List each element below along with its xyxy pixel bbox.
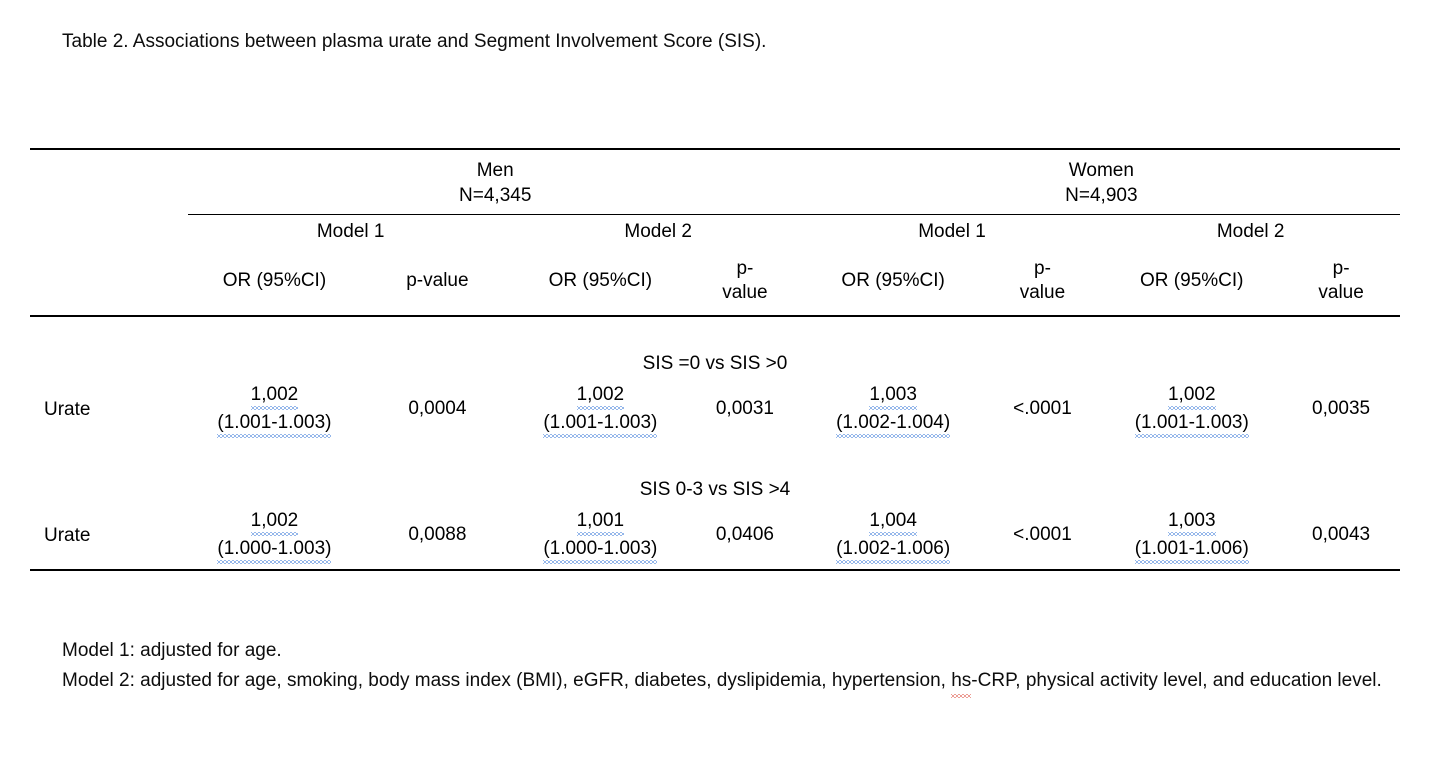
- cell-p-men-m2-s1: 0,0031: [715, 398, 774, 419]
- or-value: 1,002: [1168, 381, 1216, 409]
- model-header-men-model1: Model 1: [316, 221, 385, 242]
- col-header-p-women-m1: [984, 251, 1102, 316]
- associations-table: [30, 148, 1400, 571]
- cell-or-women-m1-s1: [803, 377, 984, 443]
- cell-p-men-m2-s2: 0,0406: [687, 503, 803, 570]
- ci-value: (1.001-1.003): [217, 409, 331, 437]
- group-n-men: N=4,345: [459, 185, 532, 206]
- model-row-corner: [30, 215, 188, 252]
- table-row: [30, 503, 1400, 570]
- table-column-header-row: [30, 251, 1400, 316]
- cell-or-women-m2-s1: [1101, 377, 1282, 443]
- col-header-p-women-m2: [1282, 251, 1400, 316]
- p-line-1: p-: [1332, 258, 1350, 279]
- ci-value: (1.002-1.006): [836, 535, 950, 563]
- or-value: 1,004: [869, 507, 917, 535]
- p-line-2: value: [722, 282, 768, 303]
- table-group-header-row: [30, 149, 1400, 215]
- or-value: 1,002: [251, 507, 299, 535]
- cell-or-men-m1-s1: [188, 377, 361, 443]
- p-line-1: p-: [1034, 258, 1051, 279]
- col-header-or-women-m2: OR (95%CI): [1101, 251, 1282, 316]
- cell-or-men-m2-s1: [514, 377, 687, 443]
- p-line-2: value: [1019, 282, 1066, 303]
- p-line-2: value: [1318, 282, 1364, 303]
- footnote-model-2: [62, 666, 1382, 697]
- row-label-urate-2: Urate: [30, 503, 188, 570]
- p-line-1: p-: [736, 258, 754, 279]
- group-label-women: Women: [1068, 160, 1134, 181]
- col-header-p-men-m2: [687, 251, 803, 316]
- model-header-women-model2: Model 2: [1216, 221, 1285, 242]
- col-header-or-men-m2: OR (95%CI): [514, 251, 687, 316]
- group-label-men: Men: [476, 160, 514, 181]
- footnote-hscrp-misspelling: hs: [951, 666, 971, 697]
- ci-value: (1.000-1.003): [543, 535, 657, 563]
- ci-value: (1.001-1.003): [543, 409, 657, 437]
- col-row-corner: [30, 251, 188, 316]
- col-header-or-men-m1: OR (95%CI): [188, 251, 361, 316]
- cell-p-men-m1-s2: 0,0088: [361, 503, 513, 570]
- cell-p-women-m1-s1: <.0001: [1013, 398, 1072, 419]
- corner-cell: [30, 149, 188, 215]
- cell-or-men-m2-s2: [514, 503, 687, 570]
- ci-value: (1.002-1.004): [836, 409, 950, 437]
- table-spacer-row-1: [30, 316, 1400, 347]
- cell-p-women-m1-s2: <.0001: [984, 503, 1102, 570]
- table-model-header-row: [30, 215, 1400, 252]
- model-header-men-model2: Model 2: [624, 221, 692, 242]
- cell-p-women-m2-s1: 0,0035: [1312, 398, 1371, 419]
- col-header-or-women-m1: OR (95%CI): [803, 251, 984, 316]
- table-footnotes: [62, 636, 1382, 697]
- footnote-model2-part-b: -CRP, physical activity level, and education level.: [971, 670, 1382, 691]
- ci-value: (1.000-1.003): [217, 535, 331, 563]
- table-caption: Table 2. Associations between plasma urate and Segment Involvement Score (SIS).: [62, 31, 767, 52]
- or-value: 1,003: [1168, 507, 1216, 535]
- col-header-p-men-m1: p-value: [361, 251, 513, 316]
- table-row: [30, 377, 1400, 443]
- table-container: [30, 148, 1400, 571]
- cell-p-women-m2-s2: 0,0043: [1282, 503, 1400, 570]
- or-value: 1,002: [251, 381, 299, 409]
- model-header-women-model1: Model 1: [918, 221, 986, 242]
- group-header-men: [188, 149, 803, 215]
- section-title-row-1: [30, 347, 1400, 377]
- row-label-urate-1: Urate: [44, 399, 91, 420]
- table-spacer-row-2: [30, 443, 1400, 473]
- or-value: 1,001: [577, 507, 625, 535]
- group-header-women: [803, 149, 1400, 215]
- section-title-2: SIS 0-3 vs SIS >4: [639, 479, 791, 500]
- cell-or-men-m1-s2: [188, 503, 361, 570]
- group-n-women: N=4,903: [1065, 185, 1138, 206]
- cell-or-women-m1-s2: [803, 503, 984, 570]
- or-value: 1,003: [869, 381, 917, 409]
- ci-value: (1.001-1.006): [1135, 535, 1249, 563]
- footnote-model-1: Model 1: adjusted for age.: [62, 640, 282, 661]
- or-value: 1,002: [577, 381, 625, 409]
- cell-or-women-m2-s2: [1101, 503, 1282, 570]
- ci-value: (1.001-1.003): [1135, 409, 1249, 437]
- section-title-1: SIS =0 vs SIS >0: [642, 353, 788, 374]
- section-title-row-2: [30, 473, 1400, 503]
- cell-p-men-m1-s1: 0,0004: [408, 398, 467, 419]
- footnote-model2-part-a: Model 2: adjusted for age, smoking, body mass index (BMI), eGFR, diabetes, dyslipidemia, hypertension,: [62, 670, 952, 691]
